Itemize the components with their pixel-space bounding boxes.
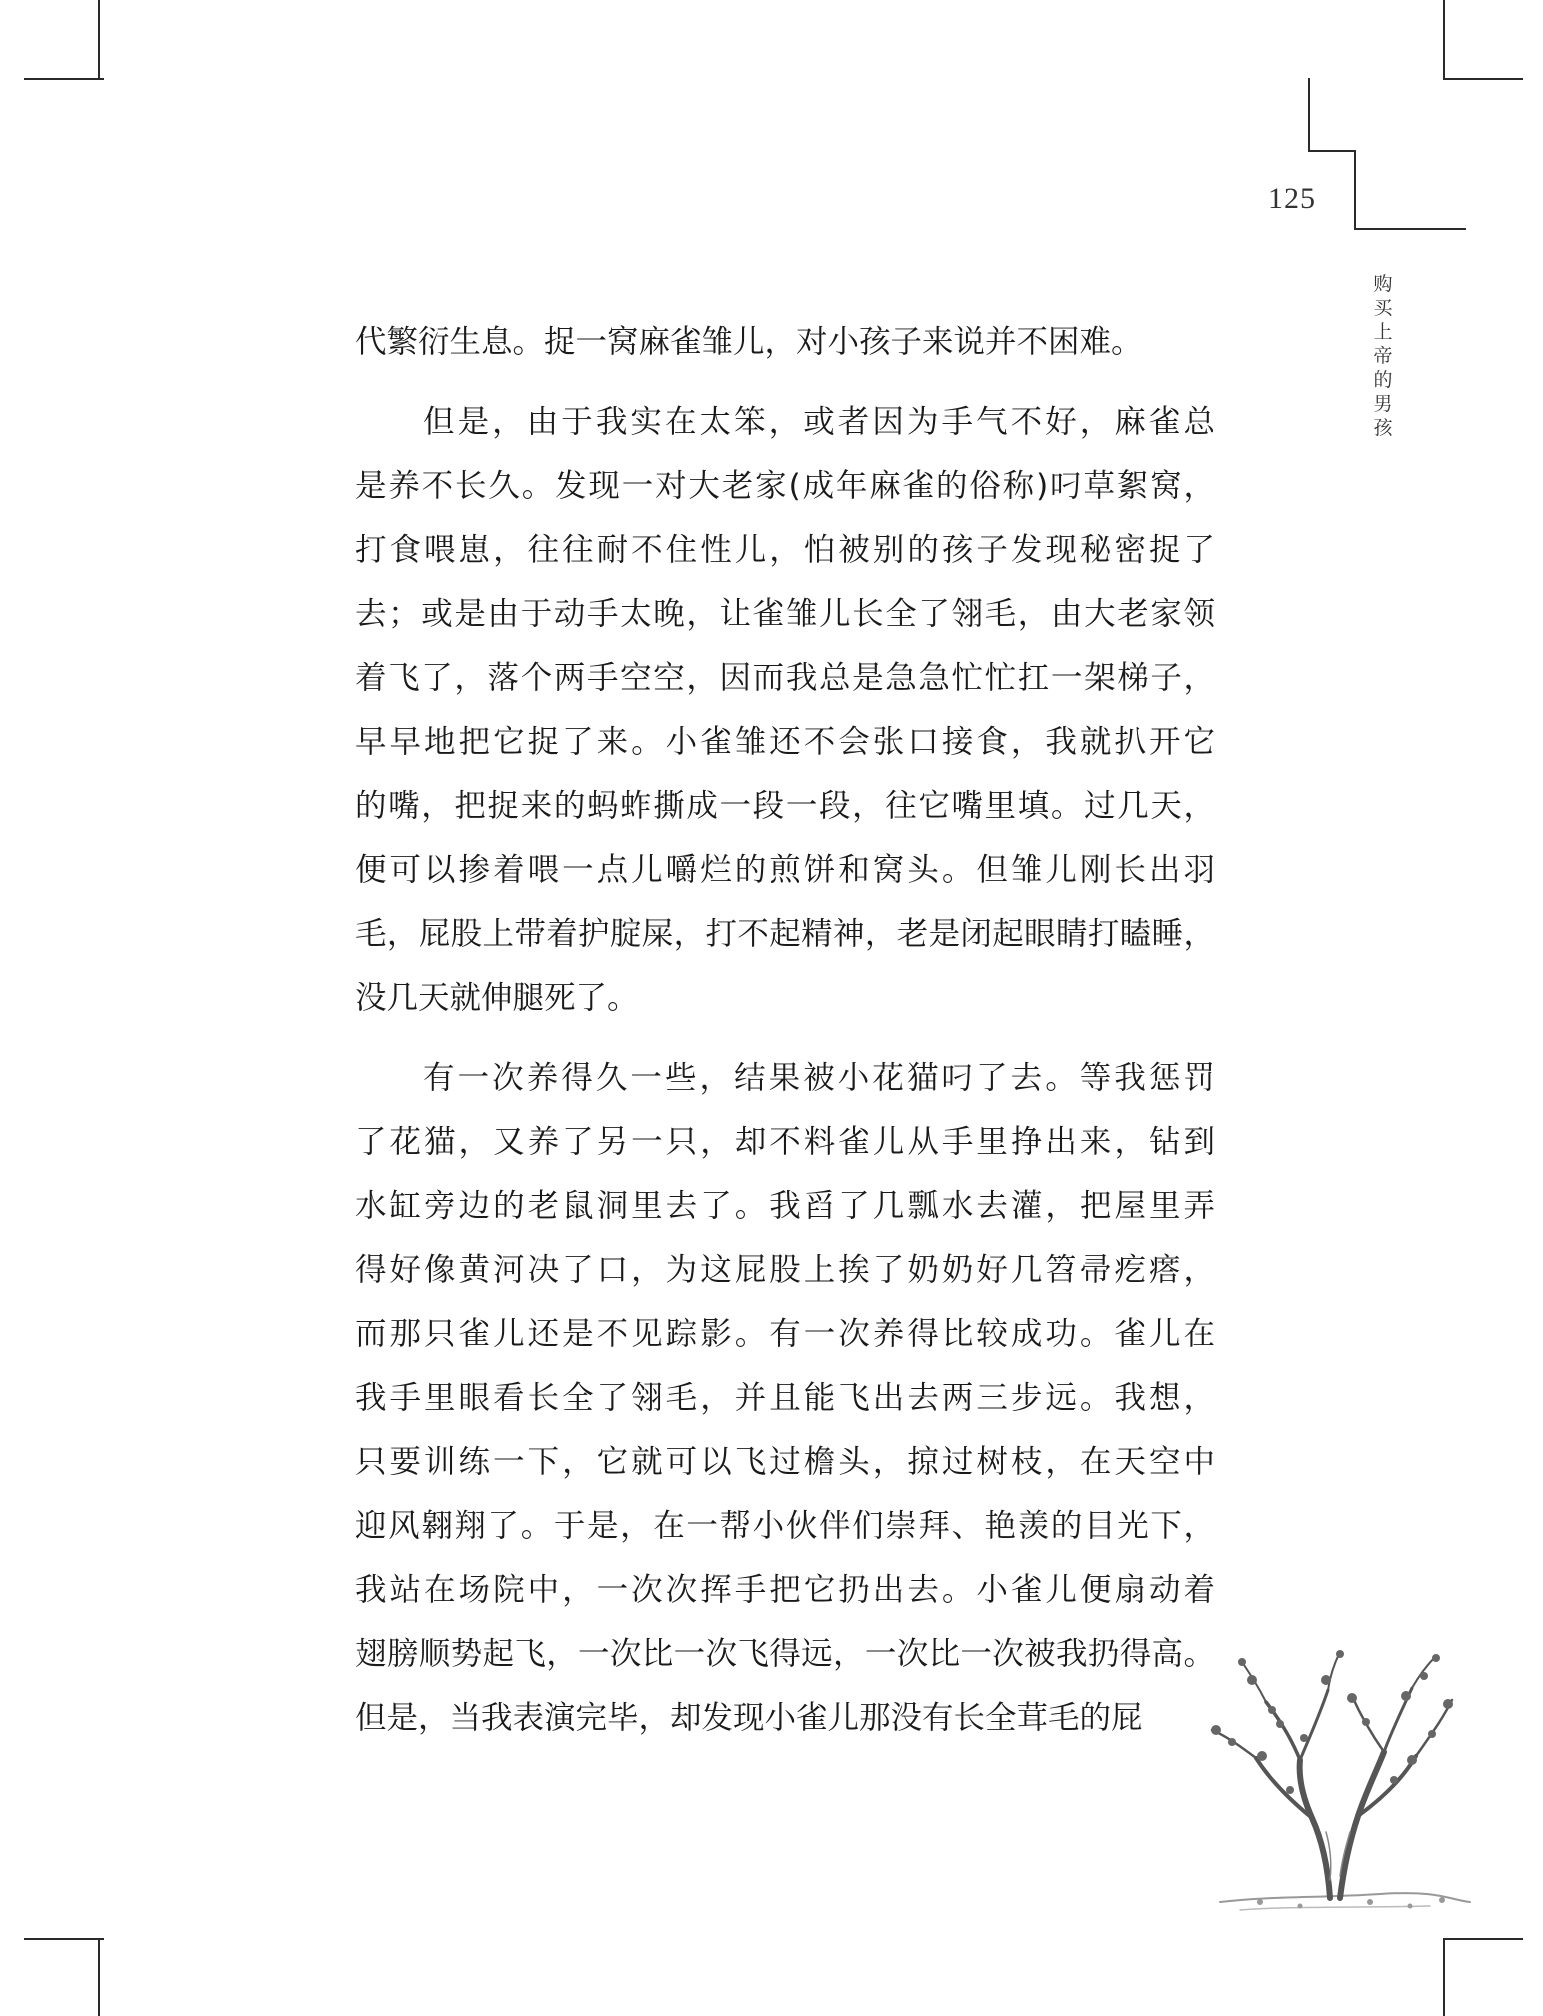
text-line: 而那只雀儿还是不见踪影。有一次养得比较成功。雀儿在 (355, 1316, 1215, 1352)
bleed-mark-right-horizontal (1308, 150, 1356, 152)
trim-mark-bottom-right-vertical (1443, 1938, 1445, 2016)
text-line: 代繁衍生息。捉一窝麻雀雏儿，对小孩子来说并不困难。 (355, 324, 1143, 360)
running-title: 购买上帝的男孩 (1373, 273, 1393, 439)
text-line: 着飞了，落个两手空空，因而我总是急急忙忙扛一架梯子， (355, 660, 1215, 696)
text-line: 的嘴，把捉来的蚂蚱撕成一段一段，往它嘴里填。过几天， (355, 788, 1215, 824)
trim-mark-bottom-left-horizontal (24, 1938, 104, 1940)
text-line: 早早地把它捉了来。小雀雏还不会张口接食，我就扒开它 (355, 724, 1215, 760)
trim-mark-top-right-horizontal (1443, 78, 1523, 80)
trim-mark-top-right-vertical (1443, 0, 1445, 80)
text-line: 但是，由于我实在太笨，或者因为手气不好，麻雀总 (423, 404, 1215, 440)
bleed-mark-right-vertical (1308, 78, 1310, 152)
text-line: 了花猫，又养了另一只，却不料雀儿从手里挣出来，钻到 (355, 1124, 1215, 1160)
text-line: 翅膀顺势起飞，一次比一次飞得远，一次比一次被我扔得高。 (355, 1636, 1215, 1672)
text-line: 我站在场院中，一次次挥手把它扔出去。小雀儿便扇动着 (355, 1572, 1215, 1608)
tree-sketch-icon (1180, 1640, 1480, 1940)
trim-mark-top-left-horizontal (24, 78, 104, 80)
text-line: 迎风翱翔了。于是，在一帮小伙伴们崇拜、艳羡的目光下， (355, 1508, 1215, 1544)
text-line: 是养不长久。发现一对大老家(成年麻雀的俗称)叼草絮窝， (355, 468, 1215, 504)
paragraph-gap (355, 1030, 1215, 1046)
text-line: 得好像黄河决了口，为这屁股上挨了奶奶好几笤帚疙瘩， (355, 1252, 1215, 1288)
text-line: 水缸旁边的老鼠洞里去了。我舀了几瓢水去灌，把屋里弄 (355, 1188, 1215, 1224)
page-number: 125 (1268, 182, 1316, 215)
text-line: 没几天就伸腿死了。 (355, 980, 639, 1016)
header-rule-horizontal (1354, 228, 1466, 230)
text-line: 只要训练一下，它就可以飞过檐头，掠过树枝，在天空中 (355, 1444, 1215, 1480)
text-line: 有一次养得久一些，结果被小花猫叼了去。等我惩罚 (423, 1060, 1215, 1096)
text-line: 打食喂崽，往往耐不住性儿，怕被别的孩子发现秘密捉了 (355, 532, 1215, 568)
trim-mark-top-left-vertical (98, 0, 100, 80)
trim-mark-bottom-left-vertical (98, 1938, 100, 2016)
text-line: 毛，屁股上带着护腚屎，打不起精神，老是闭起眼睛打瞌睡， (355, 916, 1215, 952)
header-rule-vertical (1354, 150, 1356, 230)
body-text (355, 310, 1215, 1750)
text-line: 我手里眼看长全了翎毛，并且能飞出去两三步远。我想， (355, 1380, 1215, 1416)
text-line: 便可以掺着喂一点儿嚼烂的煎饼和窝头。但雏儿刚长出羽 (355, 852, 1215, 888)
paragraph-gap (355, 374, 1215, 390)
text-line: 去；或是由于动手太晚，让雀雏儿长全了翎毛，由大老家领 (355, 596, 1215, 632)
text-line: 但是，当我表演完毕，却发现小雀儿那没有长全茸毛的屁 (355, 1700, 1143, 1736)
